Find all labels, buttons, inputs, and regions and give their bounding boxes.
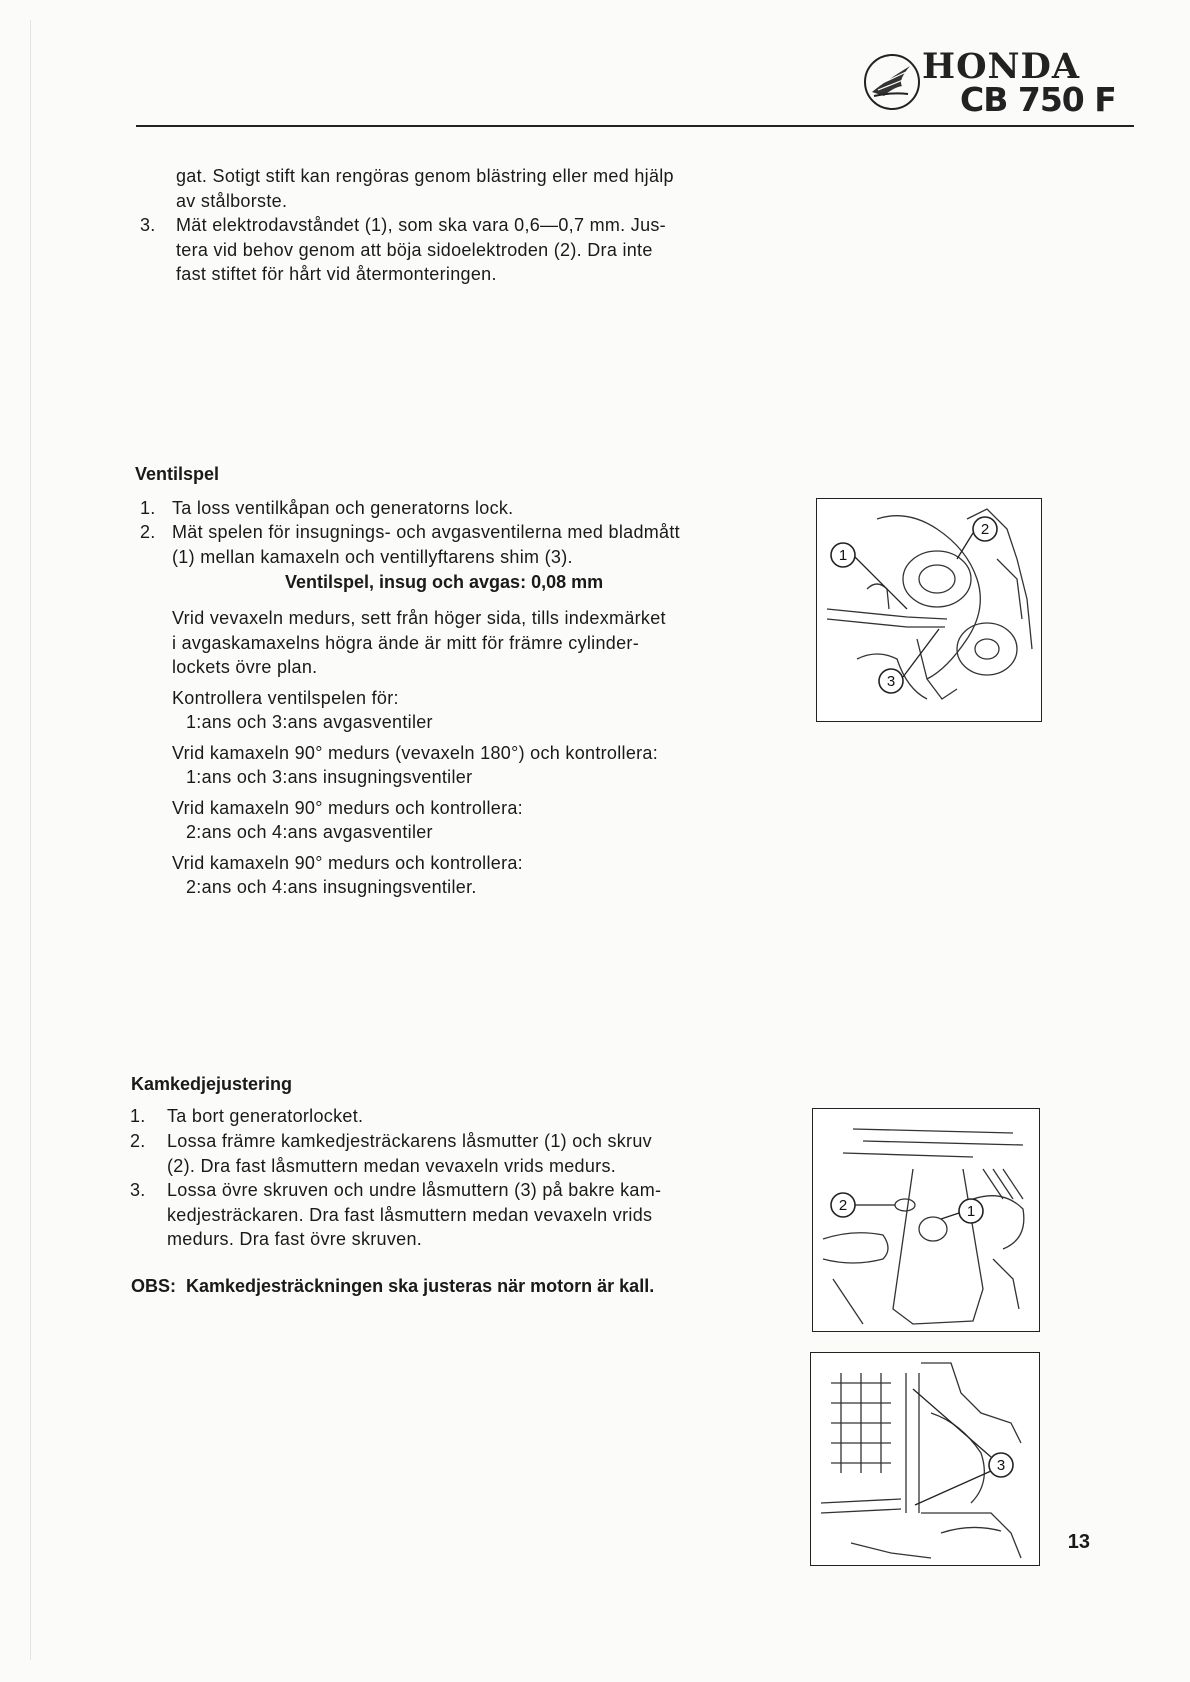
paragraph-line: gat. Sotigt stift kan rengöras genom blästring eller med hjälp: [176, 166, 674, 186]
note-cold-engine: OBS: Kamkedjesträckningen ska justeras när motorn är kall.: [131, 1276, 655, 1296]
rear-tensioner-figure: [810, 1352, 1040, 1566]
spark-step-3: [176, 213, 666, 287]
front-tensioner-figure: [812, 1108, 1040, 1332]
valve-rotate-paragraph: [172, 606, 666, 680]
paragraph-line: tera vid behov genom att böja sidoelektroden (2). Dra inte: [176, 239, 653, 260]
paragraph-line: i avgaskamaxelns högra ände är mitt för främre cylinder-: [172, 632, 639, 653]
valve-clearance-spec: Ventilspel, insug och avgas: 0,08 mm: [285, 572, 604, 592]
page-number: 13: [1067, 1531, 1090, 1553]
camchain-step-3: [167, 1178, 661, 1252]
check-4: 2:ans och 4:ans insugningsventiler.: [186, 877, 477, 897]
paragraph-line: (1) mellan kamaxeln och ventillyftarens shim (3).: [172, 546, 573, 567]
rotate-4: Vrid kamaxeln 90° medurs och kontrollera:: [172, 853, 523, 873]
section-heading-valve: Ventilspel: [135, 464, 220, 484]
step-number: 1.: [140, 498, 156, 518]
paragraph-line: Lossa övre skruven och undre låsmuttern (3) på bakre kam-: [167, 1180, 662, 1200]
callout-label: 3: [886, 673, 896, 690]
callout-label: 1: [838, 547, 848, 564]
paragraph-line: Mät elektrodavståndet (1), som ska vara 0,6—0,7 mm. Jus-: [176, 215, 666, 235]
step-number: 3.: [130, 1180, 146, 1200]
paragraph-line: medurs. Dra fast övre skruven.: [167, 1229, 423, 1249]
paragraph-line: kedjesträckaren. Dra fast låsmuttern medan vevaxeln vrids: [167, 1204, 653, 1225]
camchain-step-1: Ta bort generatorlocket.: [167, 1106, 364, 1126]
check-intro: Kontrollera ventilspelen för:: [172, 688, 399, 708]
section-heading-camchain: Kamkedjejustering: [131, 1074, 293, 1094]
paragraph-line: lockets övre plan.: [172, 657, 318, 677]
rotate-2: Vrid kamaxeln 90° medurs (vevaxeln 180°) och kontrollera:: [172, 743, 659, 763]
check-1: 1:ans och 3:ans avgasventiler: [186, 712, 433, 732]
check-2: 1:ans och 3:ans insugningsventiler: [186, 767, 473, 787]
check-3: 2:ans och 4:ans avgasventiler: [186, 822, 433, 842]
valve-step-1: Ta loss ventilkåpan och generatorns lock.: [172, 498, 514, 518]
step-number: 3.: [140, 215, 156, 235]
brand-name: HONDA: [922, 46, 1081, 87]
step-number: 1.: [130, 1106, 146, 1126]
paragraph-line: (2). Dra fast låsmuttern medan vevaxeln vrids medurs.: [167, 1155, 617, 1176]
paragraph-line: av stålborste.: [176, 190, 288, 211]
spark-continuation: [176, 164, 674, 213]
step-number: 2.: [140, 522, 156, 542]
step-number: 2.: [130, 1131, 146, 1151]
rotate-3: Vrid kamaxeln 90° medurs och kontrollera:: [172, 798, 523, 818]
paragraph-line: Mät spelen för insugnings- och avgasventilerna med bladmått: [172, 522, 680, 542]
callout-label: 2: [980, 521, 990, 538]
callout-label: 2: [838, 1197, 848, 1214]
scan-edge: [30, 20, 31, 1660]
valve-step-2: [172, 520, 680, 569]
callout-label: 1: [966, 1203, 976, 1220]
model-name: CB 750 F: [960, 80, 1116, 119]
camchain-step-2: [167, 1129, 652, 1178]
paragraph-line: Lossa främre kamkedjesträckarens låsmutter (1) och skruv: [167, 1131, 652, 1151]
paragraph-line: Vrid vevaxeln medurs, sett från höger sida, tills indexmärket: [172, 608, 666, 628]
header-rule: [136, 125, 1134, 127]
honda-wing-logo: [862, 52, 922, 117]
callout-label: 3: [996, 1457, 1006, 1474]
valve-clearance-figure: [816, 498, 1042, 722]
paragraph-line: fast stiftet för hårt vid återmonteringen.: [176, 264, 497, 284]
